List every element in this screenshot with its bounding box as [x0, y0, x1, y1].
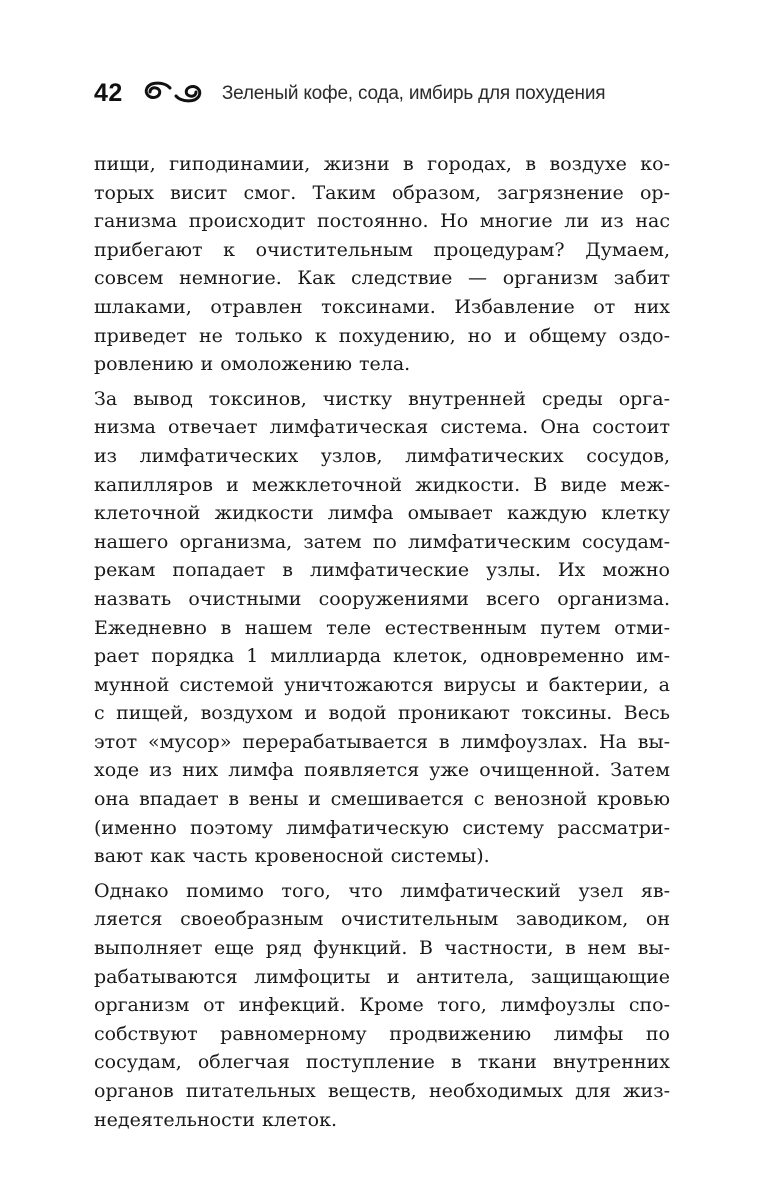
text-block	[94, 150, 670, 1134]
text-line: рекам попадает в лимфатические узлы. Их можно	[94, 559, 670, 582]
text-line: ганизма происходит постоянно. Но многие ли из нас	[94, 210, 670, 233]
text-line: капилляров и межклеточной жидкости. В виде меж-	[94, 473, 670, 496]
text-line: клеточной жидкости лимфа омывает каждую клетку	[94, 502, 670, 525]
text-line: совсем немногие. Как следствие — организм забит	[94, 267, 670, 290]
text-line: (именно поэтому лимфатическую систему рассматри-	[94, 816, 670, 839]
running-head	[94, 80, 670, 106]
text-line: ровлению и омоложению тела.	[94, 353, 411, 376]
text-line: Ежедневно в нашем теле естественным путем отми-	[94, 616, 670, 639]
text-line: из лимфатических узлов, лимфатических сосудов,	[94, 444, 670, 467]
text-line: пищи, гиподинамии, жизни в городах, в воздухе ко-	[94, 153, 670, 175]
text-line: ляется своеобразным очистительным заводиком, он	[94, 908, 670, 931]
text-line: мунной системой уничтожаются вирусы и бактерии, а	[94, 673, 670, 696]
text-line: недеятельности клеток.	[94, 1108, 338, 1131]
text-line: Однако помимо того, что лимфатический узел яв-	[94, 879, 670, 902]
text-line: торых висит смог. Таким образом, загрязнение ор-	[94, 181, 670, 204]
paragraph	[94, 385, 670, 871]
text-line: вают как часть кровеносной системы).	[94, 845, 490, 868]
paragraph	[94, 150, 670, 379]
text-line: ходе из них лимфа появляется уже очищенной. Затем	[94, 759, 670, 782]
text-line: органов питательных веществ, необходимых для жиз-	[94, 1080, 670, 1102]
text-line: назвать очистными сооружениями всего организма.	[94, 587, 670, 610]
page-number: 42	[94, 78, 123, 107]
text-line: шлаками, отравлен токсинами. Избавление от них	[94, 295, 670, 318]
text-line: она впадает в вены и смешивается с венозной кровью	[94, 788, 670, 811]
text-line: низма отвечает лимфатическая система. Она состоит	[94, 416, 670, 439]
text-line: этот «мусор» перерабатывается в лимфоузлах. На вы-	[94, 730, 670, 753]
paragraph	[94, 877, 670, 1134]
text-line: нашего организма, затем по лимфатическим сосудам-	[94, 530, 670, 553]
text-line: прибегают к очистительным процедурам? Думаем,	[94, 238, 670, 261]
text-line: рает порядка 1 миллиарда клеток, одновременно им-	[94, 645, 670, 668]
text-line: рабатываются лимфоциты и антитела, защищающие	[94, 965, 670, 988]
fleuron-icon	[139, 81, 207, 108]
text-line: организм от инфекций. Кроме того, лимфоузлы спо-	[94, 994, 670, 1017]
text-line: собствуют равномерному продвижению лимфы по	[94, 1022, 670, 1045]
text-line: приведет не только к похудению, но и общему оздо-	[94, 324, 670, 347]
text-line: сосудам, облегчая поступление в ткани внутренних	[94, 1051, 670, 1074]
running-head-title: Зеленый кофе, сода, имбирь для похудения	[221, 82, 606, 104]
text-line: За вывод токсинов, чистку внутренней среды орга-	[94, 387, 670, 410]
text-line: с пищей, воздухом и водой проникают токсины. Весь	[94, 702, 670, 725]
text-line: выполняет еще ряд функций. В частности, в нем вы-	[94, 937, 670, 960]
